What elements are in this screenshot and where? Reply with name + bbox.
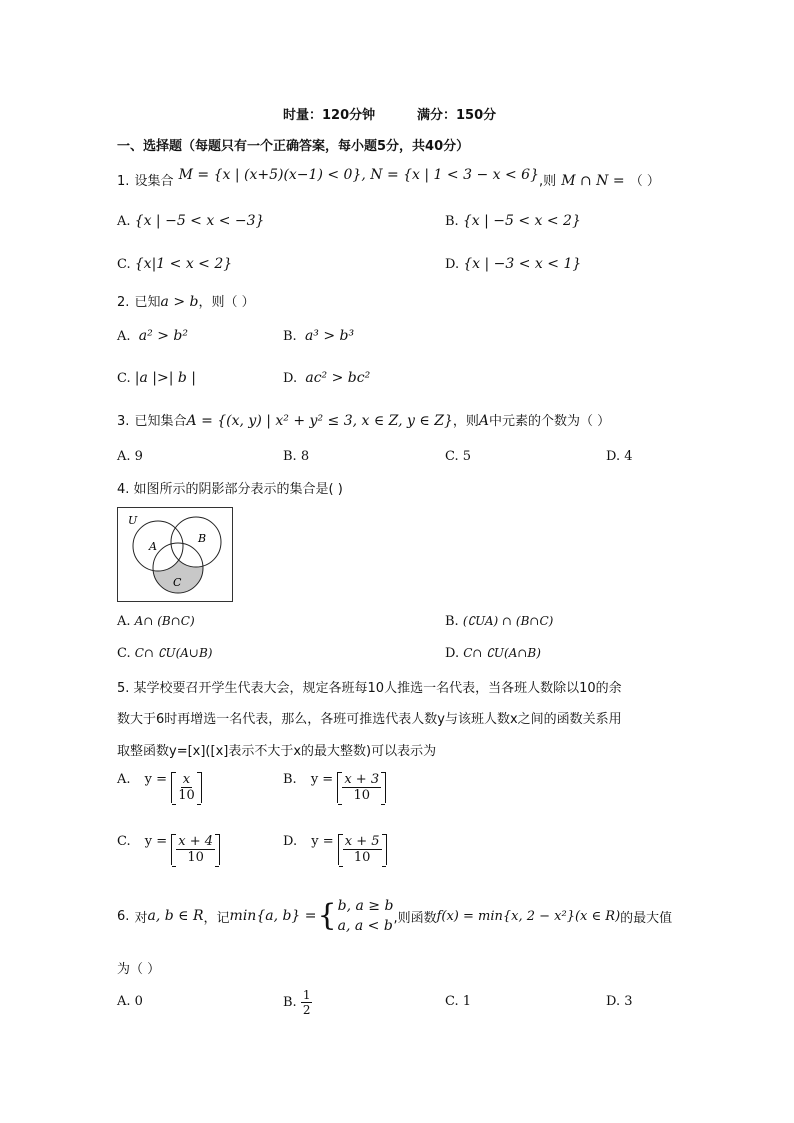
- question-5-line2: 数大于6时再增选一名代表，那么，各班可推选代表人数y与该班人数x之间的函数关系用: [117, 712, 622, 727]
- option-label: D.: [445, 646, 460, 661]
- option-value: {x | −5 < x < 2}: [462, 213, 581, 229]
- option-label: C.: [117, 371, 131, 386]
- option-c[interactable]: [117, 256, 232, 272]
- question-text: 已知: [134, 295, 161, 310]
- question-6-line2: 为（ ）: [117, 962, 161, 977]
- option-label: D.: [283, 371, 298, 386]
- option-b[interactable]: [445, 213, 581, 229]
- option-c[interactable]: C. 1: [445, 994, 472, 1009]
- option-value: A∩ (B∩C): [134, 614, 195, 628]
- option-a[interactable]: [117, 213, 264, 229]
- question-number: 2.: [117, 295, 130, 310]
- option-value: (∁UA) ∩ (B∩C): [462, 614, 554, 628]
- question-3-stem: [117, 410, 610, 429]
- question-text: ，记: [203, 910, 230, 926]
- option-a[interactable]: A. 9: [117, 449, 143, 464]
- question-5-line3: 取整函数y=[x]([x]表示不大于x的最大整数)可以表示为: [117, 744, 437, 759]
- fraction-denominator: 10: [353, 850, 371, 865]
- option-c[interactable]: [117, 834, 220, 865]
- option-d[interactable]: [445, 256, 581, 272]
- option-value: C∩ ∁U(A∪B): [134, 646, 213, 660]
- option-value: |a |>| b |: [134, 370, 197, 386]
- section-title: 一、选择题（每题只有一个正确答案，每小题5分，共40分）: [117, 139, 470, 154]
- variables: a, b ∈ R: [147, 908, 204, 924]
- option-c[interactable]: C. 5: [445, 449, 472, 464]
- question-text: 的最大值: [620, 910, 673, 926]
- question-text: ，则: [452, 414, 479, 429]
- option-value: ac² > bc²: [305, 370, 371, 386]
- option-label: B.: [283, 772, 297, 787]
- question-1-stem: [117, 167, 660, 189]
- option-label: D.: [283, 834, 298, 849]
- option-value: a³ > b³: [304, 328, 355, 344]
- option-c[interactable]: [117, 646, 212, 661]
- option-a[interactable]: [117, 328, 188, 344]
- brace: {: [317, 898, 337, 933]
- question-text: 对: [134, 910, 148, 926]
- option-d[interactable]: [283, 370, 370, 386]
- option-label: B.: [283, 329, 297, 344]
- piecewise-cases: [338, 896, 394, 936]
- option-lhs: y =: [144, 772, 168, 787]
- exam-score: 满分：150分: [417, 108, 497, 123]
- option-lhs: y =: [144, 834, 168, 849]
- question-text: 已知集合: [134, 414, 187, 429]
- question-text: ,则: [538, 174, 557, 189]
- option-c[interactable]: [117, 370, 196, 386]
- option-lhs: y =: [310, 772, 334, 787]
- label-b: B: [198, 532, 207, 545]
- case-2: a, a < b: [337, 918, 393, 934]
- question-text: ,则函数: [393, 910, 437, 926]
- min-definition: min{a, b} =: [229, 908, 317, 924]
- option-d[interactable]: D. 4: [606, 449, 633, 464]
- fraction-denominator: 10: [187, 850, 204, 865]
- question-number: 4.: [117, 482, 130, 497]
- option-label: B.: [283, 995, 297, 1010]
- option-label: A.: [117, 614, 131, 629]
- fraction-numerator: x: [182, 772, 191, 787]
- fraction-numerator: x + 4: [178, 834, 214, 849]
- set-definition: M = {x | (x+5)(x−1) < 0}, N = {x | 1 < 3 − x < 6}: [178, 167, 539, 183]
- option-value: {x | −3 < x < 1}: [463, 256, 582, 272]
- option-b[interactable]: B. 8: [283, 449, 310, 464]
- venn-svg: [118, 508, 232, 601]
- question-2-stem: [117, 291, 255, 310]
- fraction-numerator: 1: [302, 988, 311, 1002]
- label-a: A: [149, 540, 157, 553]
- label-u: U: [128, 514, 138, 527]
- answer-paren: （ ）: [629, 174, 660, 189]
- function-definition: f(x) = min{x, 2 − x²}(x ∈ R): [436, 908, 621, 924]
- option-label: C.: [117, 646, 131, 661]
- question-number: 3.: [117, 414, 130, 429]
- fraction-numerator: x + 5: [344, 834, 380, 849]
- option-label: A.: [117, 329, 131, 344]
- fraction-denominator: 10: [353, 788, 370, 803]
- question-number: 6.: [117, 908, 130, 924]
- option-value: {x | −5 < x < −3}: [134, 213, 265, 229]
- question-5-line1: 5. 某学校要召开学生代表大会，规定各班每10人推选一名代表，当各班人数除以10的余: [117, 681, 622, 696]
- option-label: B.: [445, 214, 459, 229]
- case-1: b, a ≥ b: [337, 898, 394, 914]
- option-label: C.: [117, 257, 131, 272]
- question-text: 如图所示的阴影部分表示的集合是( ): [133, 482, 343, 497]
- option-b[interactable]: [445, 614, 553, 629]
- question-text: ，则（ ）: [198, 295, 255, 310]
- question-text: 中元素的个数为（ ）: [489, 414, 611, 429]
- question-6-stem: [117, 896, 672, 936]
- option-a[interactable]: A. 0: [117, 994, 143, 1009]
- label-c: C: [173, 576, 182, 589]
- option-d[interactable]: [283, 834, 387, 865]
- option-value: a² > b²: [138, 328, 188, 344]
- option-value: C∩ ∁U(A∩B): [463, 646, 541, 660]
- condition: a > b: [160, 294, 199, 310]
- fraction-numerator: x + 3: [344, 772, 380, 787]
- option-a[interactable]: [117, 772, 202, 803]
- option-b[interactable]: [283, 772, 386, 803]
- option-label: C.: [117, 834, 131, 849]
- option-d[interactable]: D. 3: [606, 994, 633, 1009]
- set-definition: A = {(x, y) | x² + y² ≤ 3, x ∈ Z, y ∈ Z}: [186, 413, 453, 429]
- option-d[interactable]: [445, 646, 541, 661]
- option-b[interactable]: [283, 988, 312, 1017]
- expression: M ∩ N =: [561, 173, 625, 189]
- option-value: {x|1 < x < 2}: [134, 256, 233, 272]
- question-number: 1.: [117, 174, 130, 189]
- option-label: B.: [445, 614, 459, 629]
- venn-diagram: [117, 507, 233, 602]
- option-label: A.: [117, 214, 131, 229]
- exam-time: 时量：120分钟: [283, 108, 376, 123]
- option-label: A.: [117, 772, 131, 787]
- option-lhs: y =: [311, 834, 334, 849]
- option-a[interactable]: [117, 614, 195, 629]
- variable: A: [478, 413, 489, 429]
- question-text: 设集合: [134, 174, 174, 189]
- option-b[interactable]: [283, 328, 354, 344]
- question-4-stem: [117, 478, 343, 497]
- fraction-denominator: 10: [178, 788, 195, 803]
- fraction-denominator: 2: [302, 1003, 311, 1017]
- option-label: D.: [445, 257, 460, 272]
